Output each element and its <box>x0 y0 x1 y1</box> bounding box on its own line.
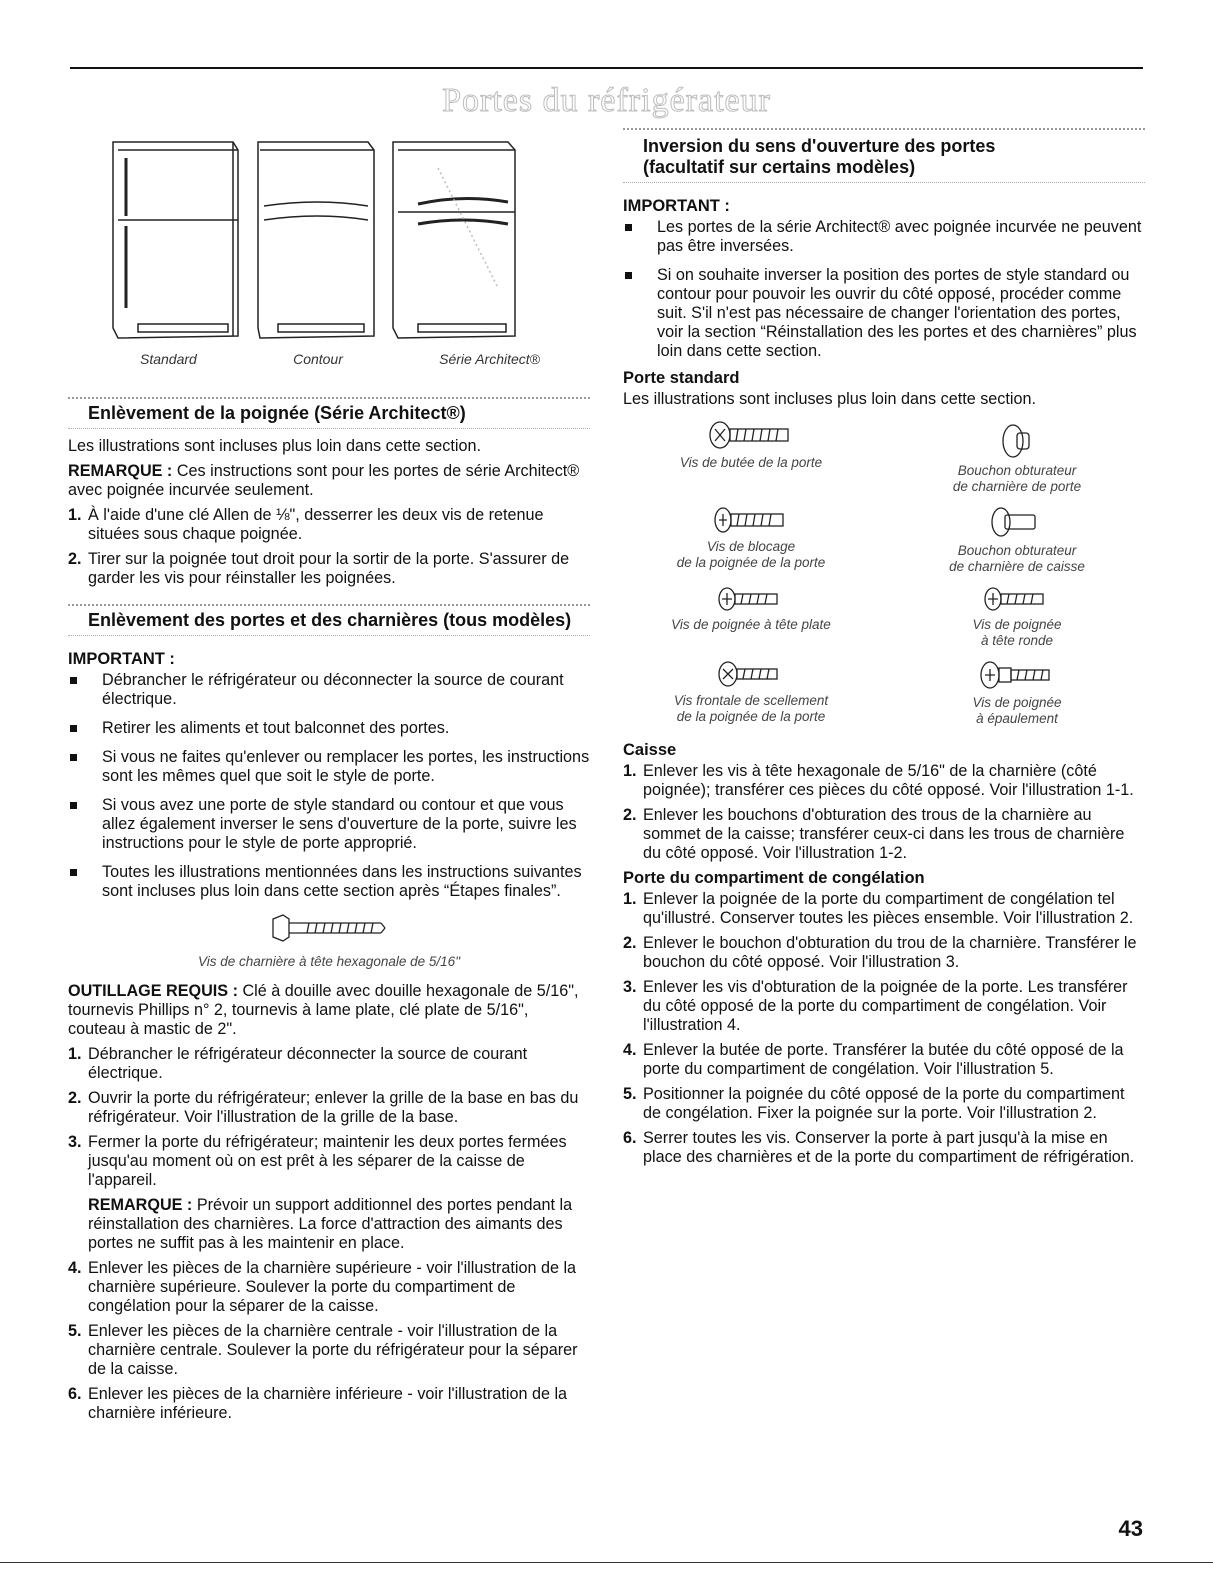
list-item: Débrancher le réfrigérateur ou déconnecter la source de courant électrique. <box>68 671 590 709</box>
top-rule <box>70 67 1143 69</box>
list-item: 2. Tirer sur la poignée tout droit pour la sortir de la porte. S'assurer de garder les vis pour réinstaller les poignées. <box>68 550 570 587</box>
caisse-steps <box>623 762 1145 863</box>
handle-section-heading: Enlèvement de la poignée (Série Architect®) <box>88 403 466 423</box>
handle-steps <box>68 506 590 588</box>
flat-head-screw-icon <box>716 585 786 613</box>
part-door-stop-screw: Vis de butée de la porte <box>623 419 879 495</box>
list-item: 5. Enlever les pièces de la charnière centrale - voir l'illustration de la charnière centrale. Soulever la porte du réfrigérateur pour la séparer de la caisse. <box>68 1322 578 1378</box>
fridge-styles-illustration <box>68 128 590 350</box>
list-item: Si vous avez une porte de style standard ou contour et que vous allez également inverser le sens d'ouverture de la porte, suivre les instructions pour le style de porte approprié. <box>68 796 590 853</box>
cabinet-hinge-plug-icon <box>987 505 1047 539</box>
freezer-door-steps <box>623 890 1145 1167</box>
list-item: 2. Enlever les bouchons d'obturation des trous de la charnière au sommet de la caisse; transférer ceux-ci dans les trous de charnière du côté opposé. Voir l'illustration 1-2. <box>623 806 1125 862</box>
list-item: 1. Débrancher le réfrigérateur déconnecter la source de courant électrique. <box>68 1045 528 1082</box>
page-number: 43 <box>1118 1516 1143 1541</box>
list-item: Les portes de la série Architect® avec poignée incurvée ne peuvent pas être inversées. <box>623 218 1145 256</box>
caisse-heading: Caisse <box>623 741 677 759</box>
parts-grid <box>623 419 1145 727</box>
important-bullets <box>68 671 590 901</box>
important-bullets <box>623 218 1145 361</box>
list-item: 1. Enlever la poignée de la porte du compartiment de congélation tel qu'illustré. Conserver toutes les pièces ensemble. Voir l'illustration 2. <box>623 890 1134 927</box>
list-item: 1. Enlever les vis à tête hexagonale de 5/16" de la charnière (côté poignée); transférer ces pièces du côté opposé. Voir l'illustration 1-1. <box>623 762 1134 799</box>
list-item: 2. Ouvrir la porte du réfrigérateur; enlever la grille de la base en bas du réfrigérateur. Voir l'illustration de la grille de la base. <box>68 1089 579 1126</box>
door-removal-steps <box>68 1045 590 1423</box>
part-front-seal-screw: Vis frontale de scellement de la poignée de la porte <box>623 659 879 727</box>
list-item: Si on souhaite inverser la position des portes de style standard ou contour pour pouvoir les ouvrir du côté opposé, procéder comme suit. S'il n'est pas nécessaire de changer l'orientation des portes, voir la section “Réinstallation des les portes et des charnières” plus loin dans cette section. <box>623 266 1145 361</box>
tools-required: OUTILLAGE REQUIS : Clé à douille avec douille hexagonale de 5/16", tournevis Phillips n° 2, tournevis à lame plate, clé plate de 5/16", couteau à mastic de 2". <box>68 982 579 1038</box>
door-hinge-plug-icon <box>997 419 1037 459</box>
important-label: IMPORTANT : <box>623 197 730 215</box>
part-door-hinge-plug: Bouchon obturateur de charnière de porte <box>889 419 1145 495</box>
list-item: Retirer les aliments et tout balconnet des portes. <box>68 719 590 738</box>
handle-note: REMARQUE : Ces instructions sont pour les portes de série Architect® avec poignée incurvée seulement. <box>68 462 580 499</box>
hex-screw-icon <box>269 911 389 945</box>
list-item: Toutes les illustrations mentionnées dans les instructions suivantes sont incluses plus loin dans cette section après “Étapes finales”. <box>68 863 590 901</box>
list-item: 6. Enlever les pièces de la charnière inférieure - voir l'illustration de la charnière inférieure. <box>68 1385 568 1422</box>
left-column <box>68 128 590 1429</box>
list-item: Si vous ne faites qu'enlever ou remplacer les portes, les instructions sont les mêmes quel que soit le style de porte. <box>68 748 590 786</box>
handle-lock-screw-icon <box>711 505 791 535</box>
part-shoulder-handle-screw: Vis de poignée à épaulement <box>889 659 1145 727</box>
list-item: 6. Serrer toutes les vis. Conserver la porte à part jusqu'à la mise en place des charnières et de la porte du compartiment de réfrigération. <box>623 1129 1135 1166</box>
porte-standard-text: Les illustrations sont incluses plus loin dans cette section. <box>623 390 1037 408</box>
part-handle-lock-screw: Vis de blocage de la poignée de la porte <box>623 505 879 575</box>
fridge-captions <box>68 350 590 369</box>
bottom-rule <box>0 1562 1213 1563</box>
shoulder-screw-icon <box>977 659 1057 691</box>
part-flat-head-handle-screw: Vis de poignée à tête plate <box>623 585 879 649</box>
round-head-screw-icon <box>982 585 1052 613</box>
caption-standard: Standard <box>140 351 197 367</box>
list-item: 2. Enlever le bouchon d'obturation du trou de la charnière. Transférer le bouchon du côté opposé. Voir l'illustration 3. <box>623 934 1137 971</box>
doors-section-heading: Enlèvement des portes et des charnières (tous modèles) <box>88 610 572 630</box>
list-item: 3. Fermer la porte du réfrigérateur; maintenir les deux portes fermées jusqu'au moment où on est prêt à les séparer de la caisse de l'appareil. REMARQUE : Prévoir un support additionnel des portes pendant la réinstallation des charnières. La force d'attraction des aimants des portes ne suffit pas à les maintenir en place. <box>68 1133 573 1252</box>
part-cabinet-hinge-plug: Bouchon obturateur de charnière de caisse <box>889 505 1145 575</box>
list-item: 3. Enlever les vis d'obturation de la poignée de la porte. Les transférer du côté opposé de la porte du compartiment de congélation. Voir l'illustration 4. <box>623 978 1128 1034</box>
part-round-head-handle-screw: Vis de poignée à tête ronde <box>889 585 1145 649</box>
freezer-door-heading: Porte du compartiment de congélation <box>623 869 925 887</box>
caption-contour: Contour <box>293 351 343 367</box>
porte-standard-heading: Porte standard <box>623 369 740 387</box>
front-seal-screw-icon <box>716 659 786 689</box>
page-title: Portes du réfrigérateur <box>442 82 771 119</box>
door-stop-screw-icon <box>706 419 796 451</box>
list-item: 4. Enlever les pièces de la charnière supérieure - voir l'illustration de la charnière supérieure. Soulever la porte du compartiment de congélation pour la séparer de la caisse. <box>68 1259 577 1315</box>
fridge-illustrations <box>68 128 590 350</box>
caption-architect: Série Architect® <box>439 351 540 367</box>
important-label: IMPORTANT : <box>68 650 175 668</box>
list-item: 5. Positionner la poignée du côté opposé de la porte du compartiment de congélation. Fixer la poignée sur la porte. Voir l'illustration 2. <box>623 1085 1125 1122</box>
list-item: 4. Enlever la butée de porte. Transférer la butée du côté opposé de la porte du compartiment de congélation. Voir l'illustration 5. <box>623 1041 1124 1078</box>
handle-intro: Les illustrations sont incluses plus loin dans cette section. <box>68 437 482 455</box>
hex-screw-figure <box>68 911 590 950</box>
list-item: 1. À l'aide d'une clé Allen de ⅛", desserrer les deux vis de retenue situées sous chaque poignée. <box>68 506 544 543</box>
reverse-doors-heading: Inversion du sens d'ouverture des portes (facultatif sur certains modèles) <box>643 136 996 177</box>
right-column <box>623 128 1145 1173</box>
hex-screw-caption: Vis de charnière à tête hexagonale de 5/16" <box>198 954 460 969</box>
